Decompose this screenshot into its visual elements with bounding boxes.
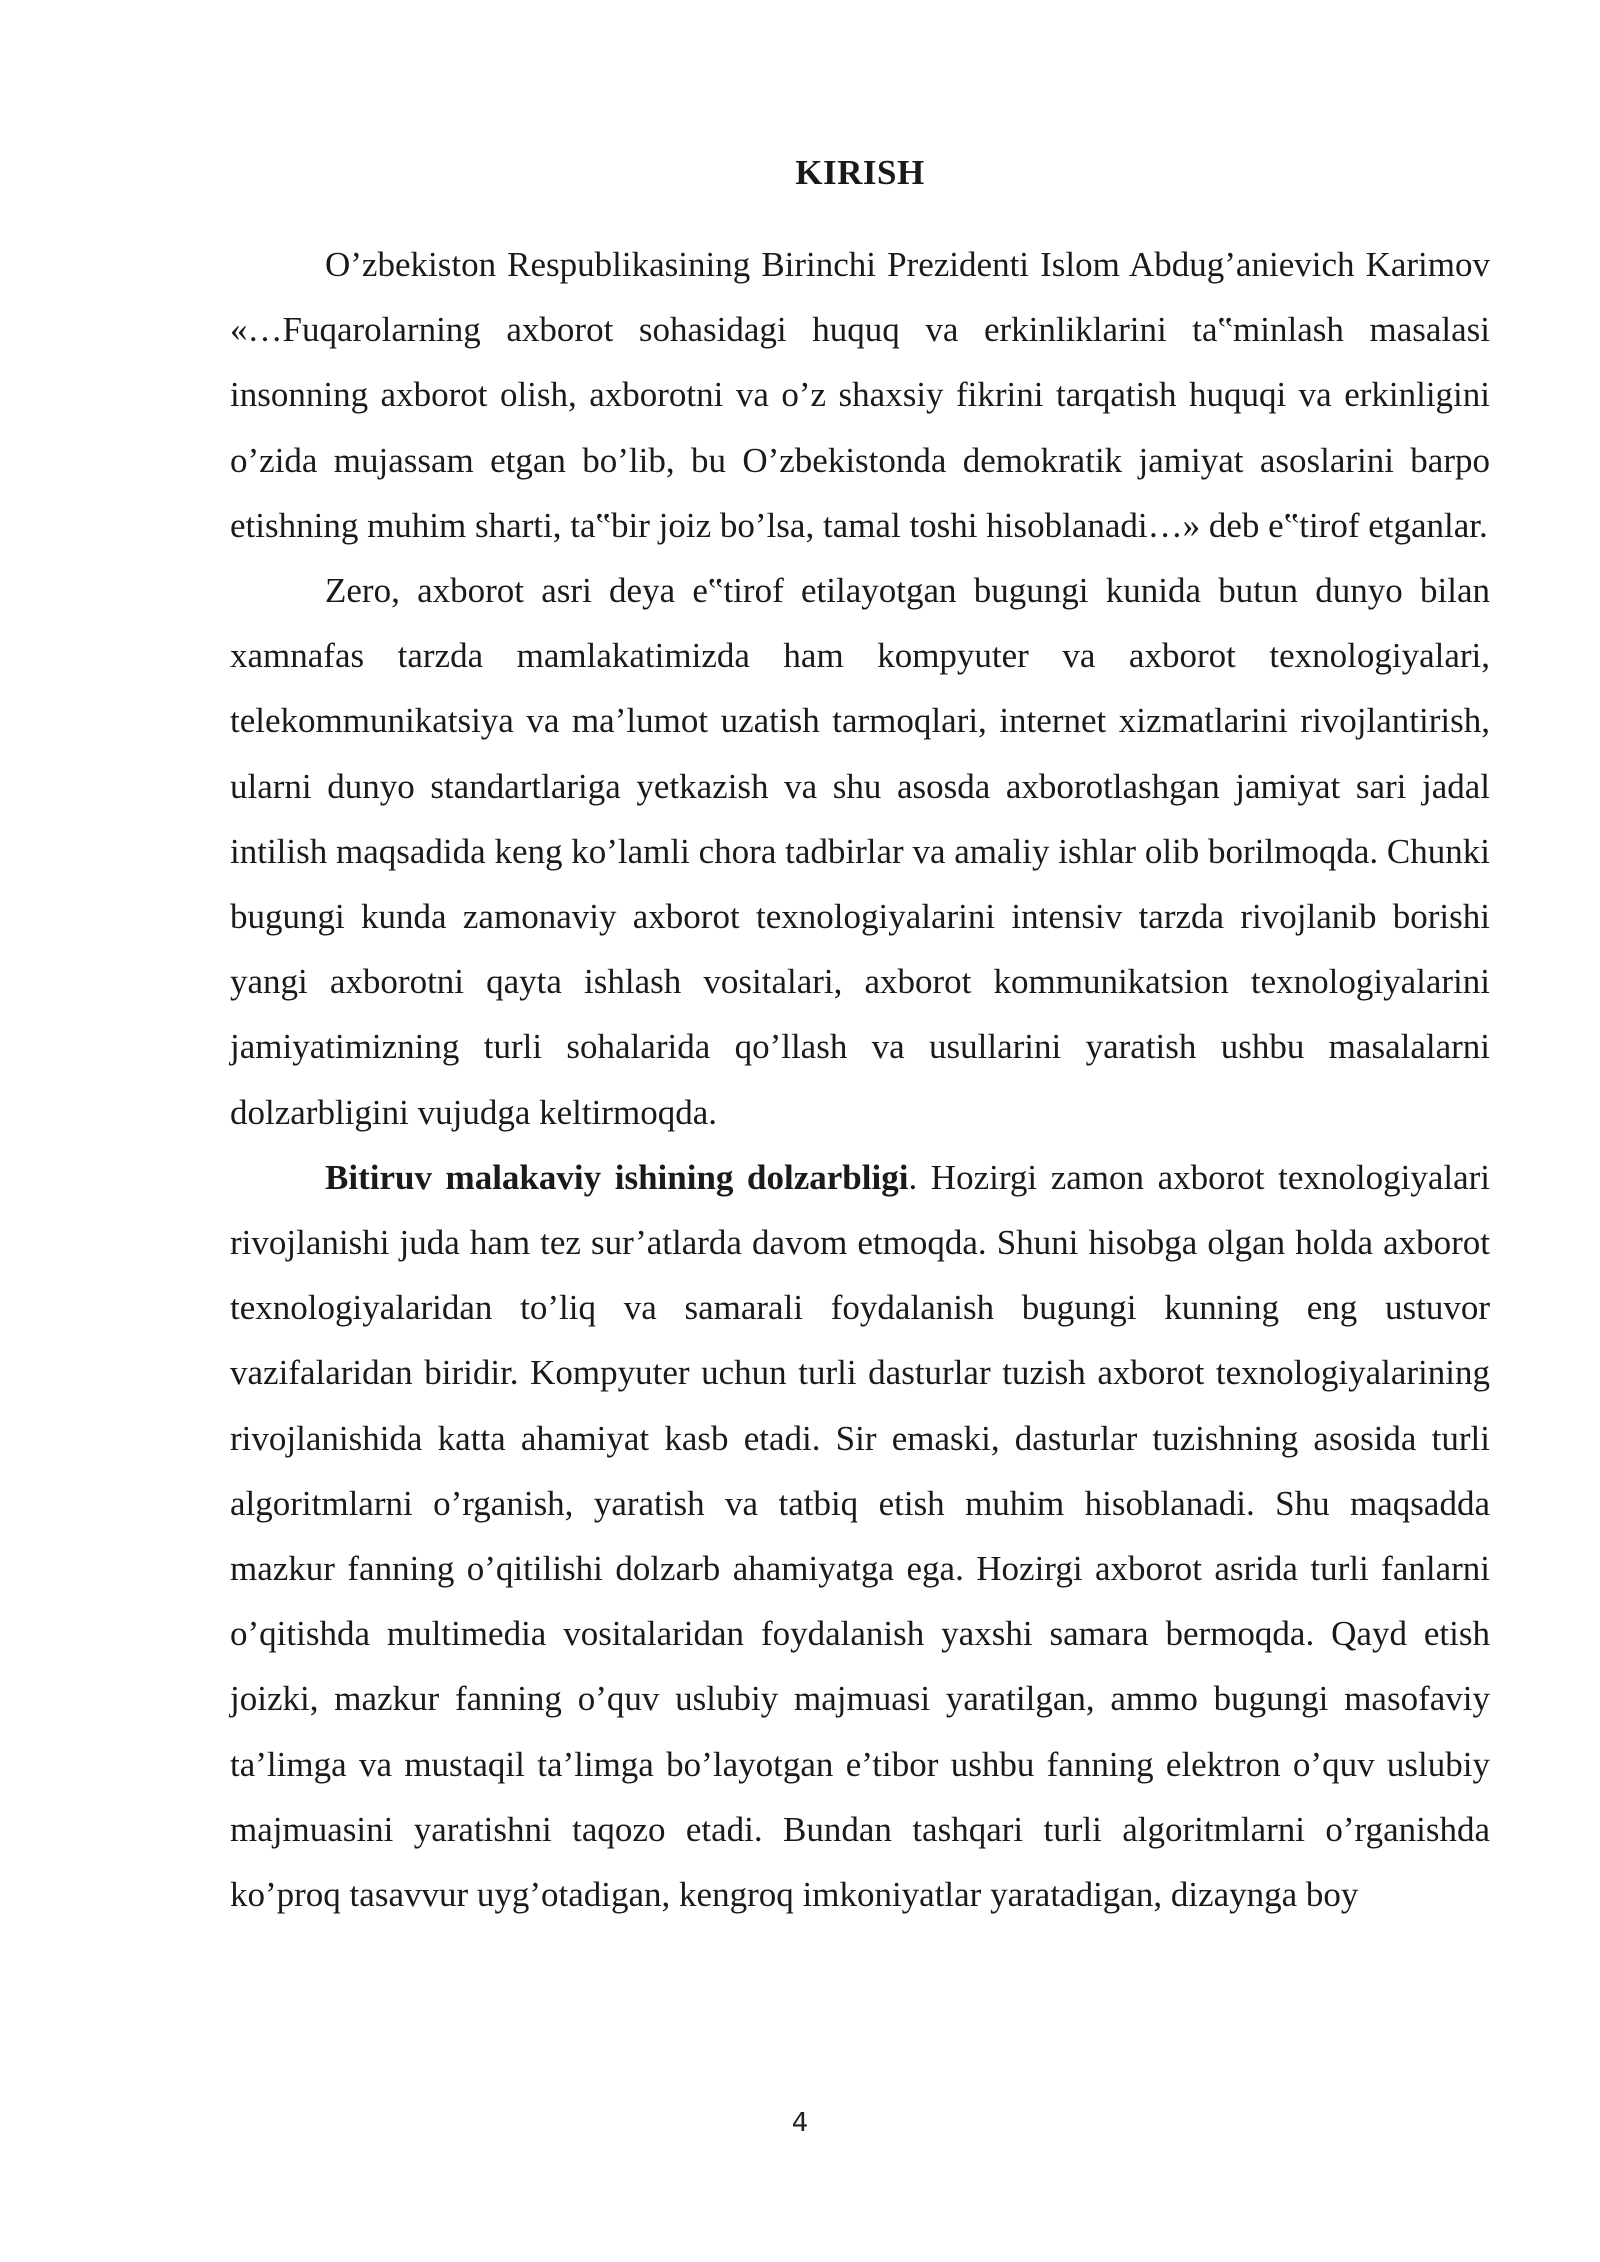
section-title: KIRISH [795, 153, 925, 192]
page-number: 4 [791, 2108, 809, 2138]
paragraph-information-age: Zero, axborot asri deya e‟tirof etilayotgan bugungi kunida butun dunyo bilan xamnafas tarzda mamlakatimizda ham kompyuter va axborot texnologiyalari, telekommunikatsiya va ma’lumot uzatish tarmoqlari, internet xizmatlarini rivojlantirish, ularni dunyo standartlariga yetkazish va shu asosda axborotlashgan jamiyat sari jadal intilish maqsadida keng ko’lamli chora tadbirlar va amaliy ishlar olib borilmoqda. Chunki bugungi kunda zamonaviy axborot texnologiyalarini intensiv tarzda rivojlanib borishi yangi axborotni qayta ishlash vositalari, axborot kommunikatsion texnologiyalarini jamiyatimizning turli sohalarida qo’llash va usullarini yaratish ushbu masalalarni dolzarbligini vujudga keltirmoqda. [230, 571, 1490, 1132]
paragraph-intro-quote: O’zbekiston Respublikasining Birinchi Prezidenti Islom Abdug’anievich Karimov «…Fuqarolarning axborot sohasidagi huquq va erkinliklarini ta‟minlash masalasi insonning axborot olish, axborotni va o’z shaxsiy fikrini tarqatish huquqi va erkinligini o’zida mujassam etgan bo’lib, bu O’zbekistonda demokratik jamiyat asoslarini barpo etishning muhim sharti, ta‟bir joiz bo’lsa, tamal toshi hisoblanadi…» deb e‟tirof etganlar. [230, 245, 1490, 545]
relevance-text: . Hozirgi zamon axborot texnologiyalari rivojlanishi juda ham tez sur’atlarda davom etmoqda. Shuni hisobga olgan holda axborot texnologiyalaridan to’liq va samarali foydalanish bugungi kunning eng ustuvor vazifalaridan biridir. Kompyuter uchun turli dasturlar tuzish axborot texnologiyalarining rivojlanishida katta ahamiyat kasb etadi. Sir emaski, dasturlar tuzishning asosida turli algoritmlarni o’rganish, yaratish va tatbiq etish muhim hisoblanadi. Shu maqsadda mazkur fanning o’qitilishi dolzarb ahamiyatga ega. Hozirgi axborot asrida turli fanlarni o’qitishda multimedia vositalaridan foydalanish yaxshi samara bermoqda. Qayd etish joizki, mazkur fanning o’quv uslubiy majmuasi yaratilgan, ammo bugungi masofaviy ta’limga va mustaqil ta’limga bo’layotgan e’tibor ushbu fanning elektron o’quv uslubiy majmuasini yaratishni taqozo etadi. Bundan tashqari turli algoritmlarni o’rganishda ko’proq tasavvur uyg’otadigan, kengroq imkoniyatlar yaratadigan, dizaynga boy [230, 1157, 1490, 1915]
paragraph-relevance [230, 1145, 1490, 1927]
body-text [230, 232, 1490, 1927]
relevance-heading: Bitiruv malakaviy ishining dolzarbligi [325, 1157, 909, 1197]
